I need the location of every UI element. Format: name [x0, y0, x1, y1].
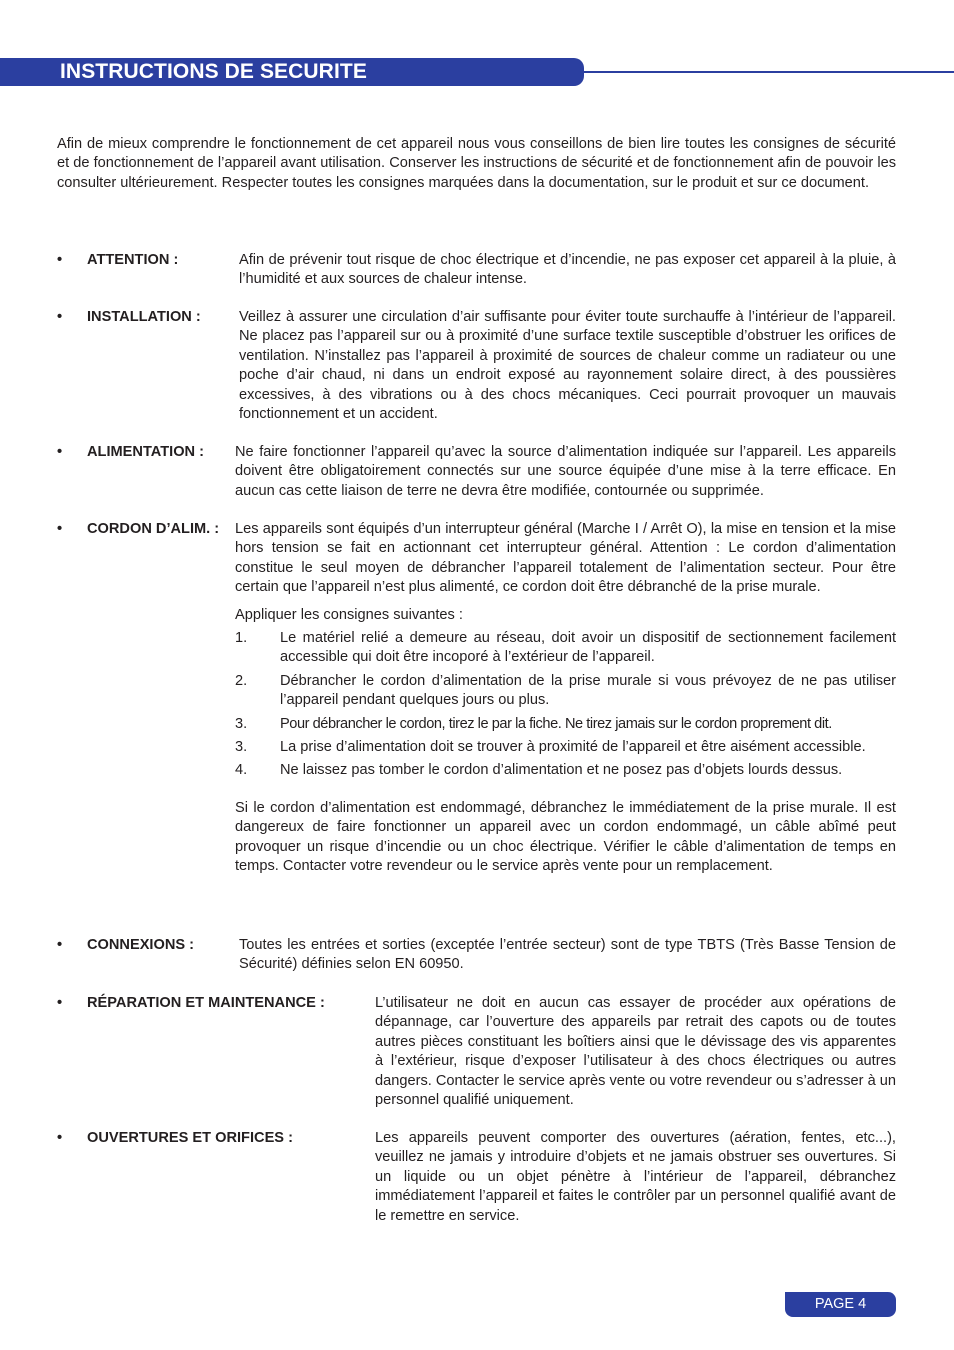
section-text: Veillez à assurer une circulation d’air suffisante pour éviter toute surchauffe à l’intérieur de l’appareil. Ne placez pas l’appareil sur ou à proximité d’une surface textile susceptible d’obstruer les orifices de ventilation. N’installez pas l’appareil à proximité de sources de chaleur comme un radiateur ou une poche d’air chaud, ni dans un endroit exposé au rayonnement solaire direct, à des poussières excessives, à des vibrations ou à des chocs mécaniques. Ceci pourrait provoquer un mauvais fonctionnement et un accident.: [239, 309, 896, 423]
list-item-number: 3.: [235, 715, 248, 732]
list-item-text: Débrancher le cordon d’alimentation de la prise murale si vous prévoyez de ne pas utiliser l’appareil pendant quelques jours ou plus.: [280, 672, 896, 709]
bullet: •: [57, 444, 63, 460]
list-item: [235, 715, 896, 734]
list-item-text: Pour débrancher le cordon, tirez le par la fiche. Ne tirez jamais sur le cordon proprement dit.: [280, 715, 832, 732]
section-label: INSTALLATION :: [87, 309, 201, 325]
list-item-number: 1.: [235, 630, 248, 647]
steps-list: [235, 629, 896, 781]
bullet: •: [57, 995, 63, 1011]
list-item: [235, 672, 896, 711]
list-item-number: 3.: [235, 739, 248, 756]
section-text: Les appareils peuvent comporter des ouvertures (aération, fentes, etc...), veuillez ne jamais y introduire d’objets et ne jamais obstruer ses ouvertures. Si un liquide ou un objet pénètre à l’intérieur de l’appareil, débranchez immédiatement l’appareil et faites le contrôler par un personnel qualifié avant de le remettre en service.: [375, 1130, 896, 1224]
bullet: •: [57, 937, 63, 953]
warning-paragraph: Si le cordon d’alimentation est endommagé, débranchez le immédiatement de la prise murale. Il est dangereux de faire fonctionner un appareil avec un cordon endommagé, un câble abîmé peut provoquer un risque d’incendie ou un choc électrique. Vérifier le câble d’alimentation de temps en temps. Contacter votre revendeur ou le service après vente pour un remplacement.: [235, 799, 896, 875]
list-item-text: Le matériel relié a demeure au réseau, doit avoir un dispositif de sectionnement facilement accessible qui doit être incoporé à l’extérieur de l’appareil.: [280, 630, 896, 666]
section-label: RÉPARATION ET MAINTENANCE :: [87, 995, 325, 1011]
steps-intro: Appliquer les consignes suivantes :: [235, 606, 463, 623]
section-text: Afin de prévenir tout risque de choc électrique et d’incendie, ne pas exposer cet appareil à la pluie, à l’humidité et aux sources de chaleur intense.: [239, 252, 896, 288]
header-bar: [0, 58, 584, 86]
section-text: L’utilisateur ne doit en aucun cas essayer de procéder aux opérations de dépannage, car l’ouverture des appareils par retrait des capots ou de toutes autres pièces constituant les boîtiers ainsi que le dévissage des vis apparentes à l’extérieur, risque d’exposer l’utilisateur à des chocs électriques ou autres dangers. Contacter le service après vente ou votre revendeur ou s’adresser à un personnel qualifié uniquement.: [375, 995, 896, 1109]
section-label: ALIMENTATION :: [87, 444, 204, 460]
bullet: •: [57, 521, 63, 537]
list-item: [235, 761, 896, 780]
page-title: INSTRUCTIONS DE SECURITE: [60, 60, 367, 83]
bullet: •: [57, 309, 63, 325]
list-item-text: Ne laissez pas tomber le cordon d’alimentation et ne posez pas d’objets lourds dessus.: [280, 762, 843, 779]
list-item-number: 4.: [235, 762, 248, 779]
section-text: Toutes les entrées et sorties (exceptée l’entrée secteur) sont de type TBTS (Très Basse Tension de Sécurité) définies selon EN 60950.: [239, 937, 896, 973]
list-item: [235, 629, 896, 668]
bullet: •: [57, 1130, 63, 1146]
section-label: ATTENTION :: [87, 252, 179, 268]
header-rule: [584, 71, 954, 73]
intro-paragraph: Afin de mieux comprendre le fonctionnement de cet appareil nous vous conseillons de bien lire toutes les consignes de sécurité et de fonctionnement de l’appareil avant utilisation. Conserver les instructions de sécurité et de fonctionnement afin de pouvoir les consulter ultérieurement. Respecter toutes les consignes marquées dans la documentation, sur le produit et sur ce document.: [57, 136, 896, 191]
section-label: CORDON D’ALIM. :: [87, 521, 220, 537]
list-item-text: La prise d’alimentation doit se trouver à proximité de l’appareil et être aisément accessible.: [280, 739, 866, 756]
section-text: Les appareils sont équipés d’un interrupteur général (Marche I / Arrêt O), la mise en tension et la mise hors tension se fait en actionnant cet interrupteur général. Attention : Le cordon d’alimentation constitue le seul moyen de débrancher l’appareil totalement de l’alimentation secteur. Pour être certain que l’appareil n’est plus alimenté, ce cordon doit être débranché de la prise murale.: [235, 521, 896, 596]
section-label: OUVERTURES ET ORIFICES :: [87, 1130, 293, 1146]
list-item: [235, 738, 896, 757]
bullet: •: [57, 252, 63, 268]
list-item-number: 2.: [235, 672, 248, 689]
page-number-badge: PAGE 4: [785, 1292, 896, 1317]
section-text: Ne faire fonctionner l’appareil qu’avec la source d’alimentation indiquée sur l’appareil. Les appareils doivent être obligatoirement connectés sur une source équipée d’une mise à la terre efficace. En aucun cas cette liaison de terre ne devra être modifiée, contournée ou supprimée.: [235, 444, 896, 499]
section-label: CONNEXIONS :: [87, 937, 195, 953]
